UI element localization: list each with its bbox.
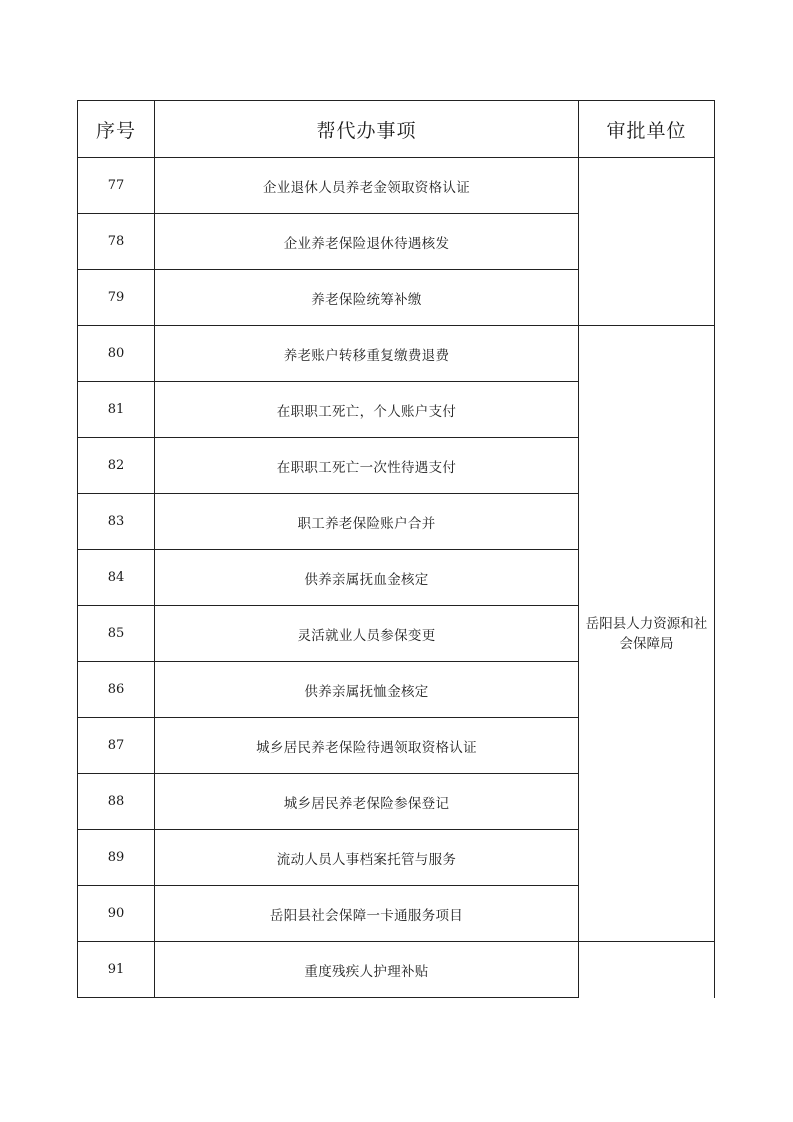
row-item: 重度残疾人护理补贴 bbox=[155, 942, 579, 998]
row-item: 供养亲属抚血金核定 bbox=[155, 550, 579, 606]
row-item: 养老账户转移重复缴费退费 bbox=[155, 326, 579, 382]
row-number: 84 bbox=[78, 550, 155, 606]
table-row bbox=[78, 942, 715, 998]
row-item: 城乡居民养老保险待遇领取资格认证 bbox=[155, 718, 579, 774]
table-row bbox=[78, 158, 715, 214]
row-item: 流动人员人事档案托管与服务 bbox=[155, 830, 579, 886]
row-number: 83 bbox=[78, 494, 155, 550]
row-number: 90 bbox=[78, 886, 155, 942]
header-item: 帮代办事项 bbox=[155, 101, 579, 158]
department-cell-group2: 岳阳县人力资源和社会保障局 bbox=[579, 326, 715, 942]
table-row bbox=[78, 326, 715, 382]
department-cell-group1 bbox=[579, 158, 715, 326]
row-item: 在职职工死亡，个人账户支付 bbox=[155, 382, 579, 438]
row-item: 供养亲属抚恤金核定 bbox=[155, 662, 579, 718]
row-number: 81 bbox=[78, 382, 155, 438]
row-number: 82 bbox=[78, 438, 155, 494]
row-item: 企业退休人员养老金领取资格认证 bbox=[155, 158, 579, 214]
row-number: 91 bbox=[78, 942, 155, 998]
row-number: 85 bbox=[78, 606, 155, 662]
table-header-row bbox=[78, 101, 715, 158]
row-number: 86 bbox=[78, 662, 155, 718]
row-item: 养老保险统筹补缴 bbox=[155, 270, 579, 326]
header-number: 序号 bbox=[78, 101, 155, 158]
row-item: 城乡居民养老保险参保登记 bbox=[155, 774, 579, 830]
row-item: 灵活就业人员参保变更 bbox=[155, 606, 579, 662]
row-number: 77 bbox=[78, 158, 155, 214]
row-item: 岳阳县社会保障一卡通服务项目 bbox=[155, 886, 579, 942]
row-number: 80 bbox=[78, 326, 155, 382]
row-number: 88 bbox=[78, 774, 155, 830]
row-number: 79 bbox=[78, 270, 155, 326]
row-number: 87 bbox=[78, 718, 155, 774]
department-cell-group3 bbox=[579, 942, 715, 998]
row-item: 职工养老保险账户合并 bbox=[155, 494, 579, 550]
header-department: 审批单位 bbox=[579, 101, 715, 158]
row-number: 89 bbox=[78, 830, 155, 886]
service-items-table bbox=[77, 100, 715, 998]
row-number: 78 bbox=[78, 214, 155, 270]
row-item: 企业养老保险退休待遇核发 bbox=[155, 214, 579, 270]
row-item: 在职职工死亡一次性待遇支付 bbox=[155, 438, 579, 494]
